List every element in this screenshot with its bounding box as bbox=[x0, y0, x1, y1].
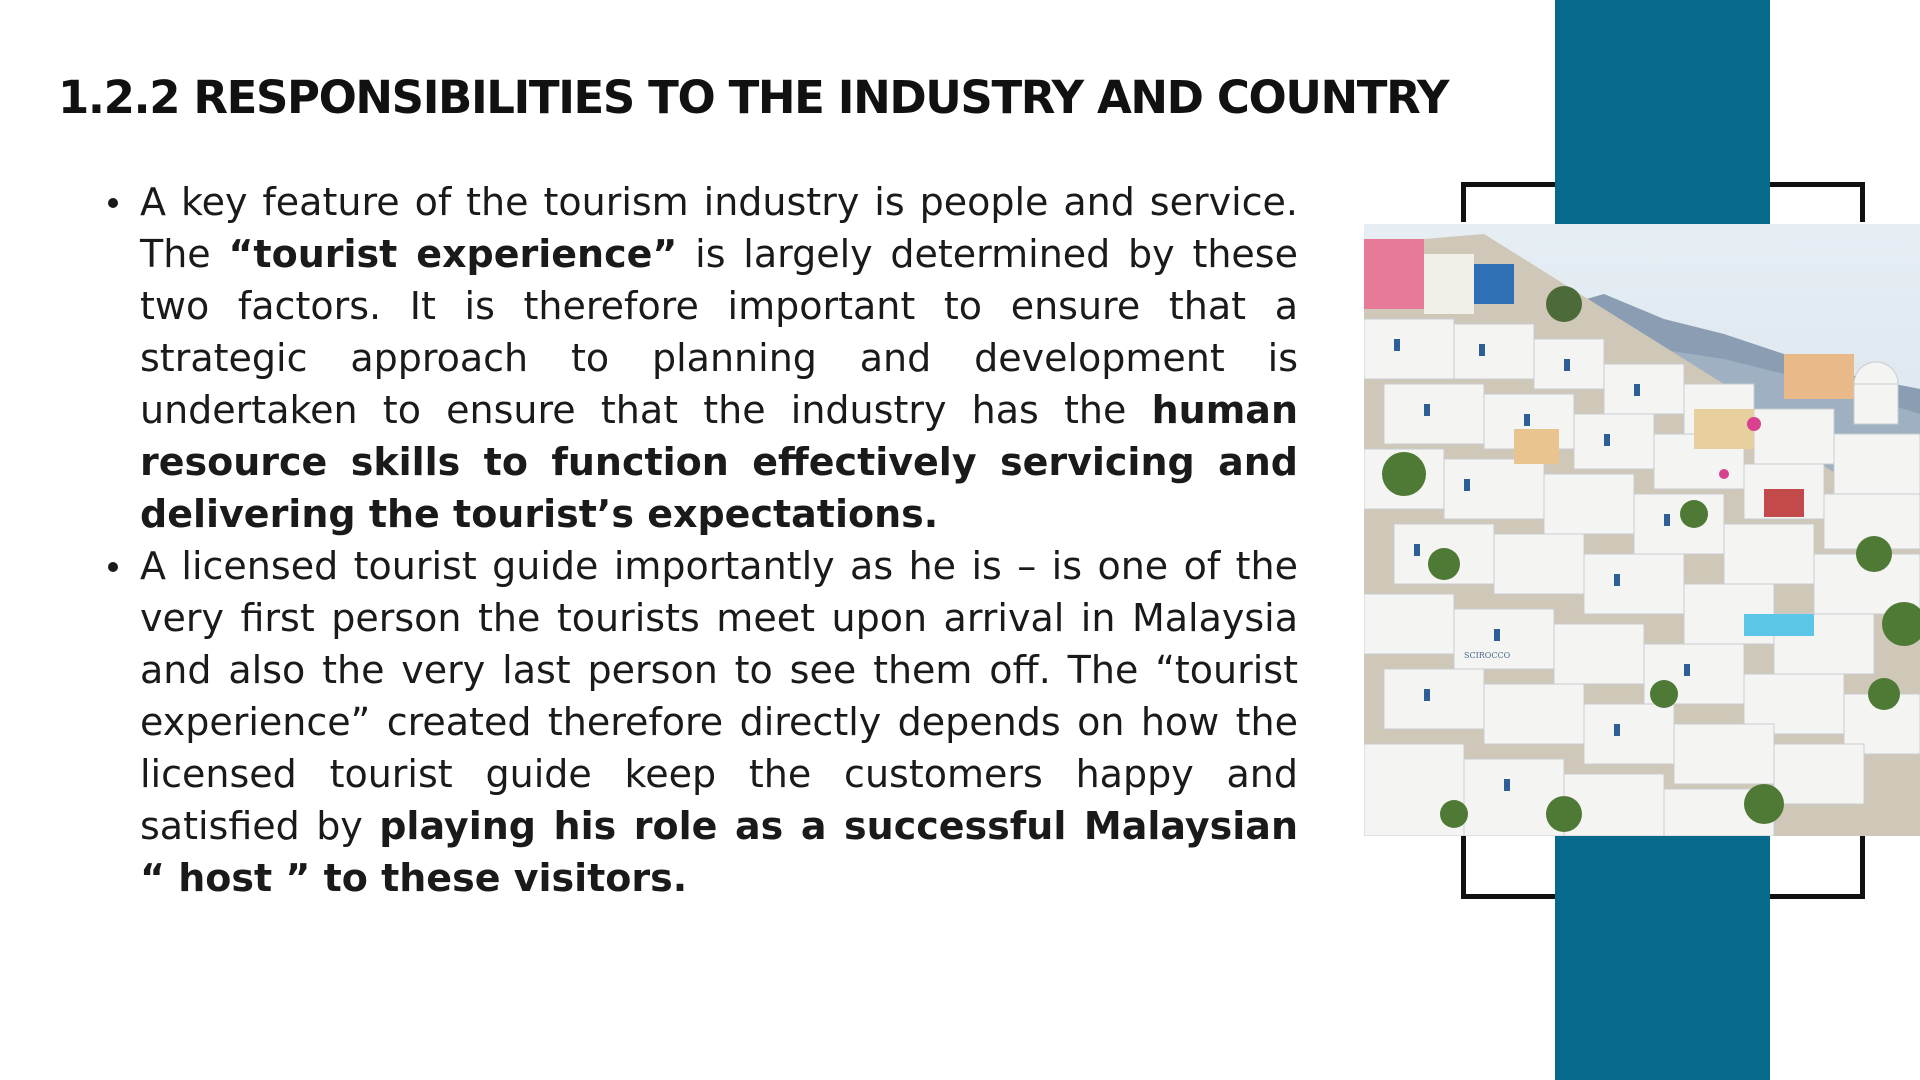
scirocco-sign: SCIROCCO bbox=[1464, 651, 1511, 660]
pool bbox=[1744, 614, 1814, 636]
frame-corner-top-left bbox=[1461, 182, 1555, 222]
bullet-2-text-1: A licensed tourist guide importantly as he is – is one of the very first person the tourists meet upon arrival in Malaysia and also the very last person to see them off. The “tourist experience” created therefore directly depends on how the licensed tourist guide keep the customers happy and satisfied by bbox=[140, 544, 1298, 848]
bullet-list bbox=[100, 176, 1298, 904]
frame-corner-top-right bbox=[1770, 182, 1865, 222]
blue-door bbox=[1474, 264, 1514, 304]
bullet-dot-icon bbox=[108, 198, 118, 208]
church bbox=[1854, 384, 1898, 424]
bullet-2-bold-1: playing his role as a successful Malaysian “ host ” to these visitors. bbox=[140, 804, 1298, 900]
yellow-house bbox=[1514, 429, 1559, 464]
bullet-1-text-1: A key feature of the tourism industry is people and service. The bbox=[140, 180, 1298, 276]
red-house bbox=[1764, 489, 1804, 517]
slide-title: 1.2.2 RESPONSIBILITIES TO THE INDUSTRY AND COUNTRY bbox=[58, 71, 1449, 124]
bullet-1-bold-2: human resource skills to function effectively servicing and delivering the tourist’s expectations. bbox=[140, 388, 1298, 536]
frame-corner-bottom-right bbox=[1770, 836, 1865, 899]
santorini-illustration bbox=[1364, 224, 1920, 836]
bullet-1-text-2: is largely determined by these two factors. It is therefore important to ensure that a strategic approach to planning and development is undertaken to ensure that the industry has the bbox=[140, 232, 1298, 432]
bullet-1-bold-1: “tourist experience” bbox=[228, 232, 678, 276]
frame-corner-bottom-left bbox=[1461, 836, 1555, 899]
ochre-house bbox=[1694, 409, 1754, 449]
pink-house bbox=[1364, 239, 1424, 309]
house bbox=[1424, 254, 1474, 314]
orange-house bbox=[1784, 354, 1854, 399]
bullet-dot-icon bbox=[108, 562, 118, 572]
bullet-item-2 bbox=[100, 540, 1298, 904]
santorini-photo bbox=[1364, 224, 1920, 836]
bullet-item-1 bbox=[100, 176, 1298, 540]
palm-tree bbox=[1546, 286, 1582, 322]
